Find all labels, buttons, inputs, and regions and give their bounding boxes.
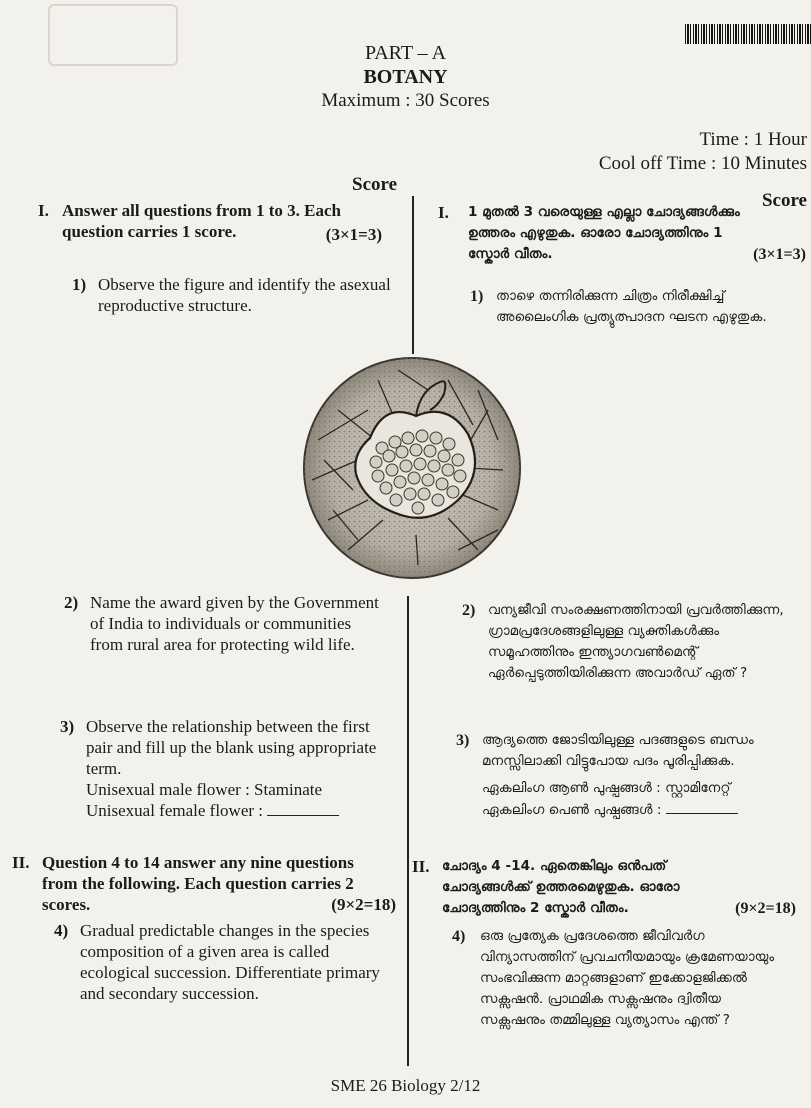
en-section-2 [12, 852, 396, 915]
ml-answer-blank [666, 799, 738, 814]
en-q1 [72, 274, 392, 316]
score-label-right: Score [761, 190, 807, 211]
page-footer: SME 26 Biology 2/12 [330, 1076, 481, 1095]
ml-section-1-text: 1 മുതൽ 3 വരെയുള്ള എല്ലാ ചോദ്യങ്ങൾക്കും ഉത്തരം എഴുതുക. ഓരോ ചോദ്യത്തിനും 1 സ്കോർ വീതം. [468, 204, 740, 262]
ml-q3-pair2: ഏകലിംഗ പെൺ പുഷ്പങ്ങൾ : [482, 802, 662, 818]
ml-section-2-text: ചോദ്യം 4 -14. ഏതെങ്കിലും ഒൻപത് ചോദ്യങ്ങൾക്ക് ഉത്തരമെഴുതുക. ഓരോ ചോദ്യത്തിനും 2 സ്കോർ വീതം. [442, 858, 680, 916]
en-q3-pair2-row [86, 800, 380, 821]
time-total: Time : 1 Hour [699, 129, 807, 150]
ml-q1-text: താഴെ തന്നിരിക്കുന്ന ചിത്രം നിരീക്ഷിച്ച് അലൈംഗിക പ്രത്യുത്പാദന ഘടന എഴുതുക. [496, 288, 767, 325]
ml-q4 [452, 926, 788, 1031]
en-section-1-text: Answer all questions from 1 to 3. Each question carries 1 score. [62, 201, 341, 241]
ml-section-1-marks: (3×1=3) [753, 246, 806, 263]
en-q3-num: 3) [60, 717, 75, 736]
en-q2-num: 2) [64, 593, 79, 612]
ml-section-1-roman: I. [438, 203, 449, 222]
ml-q3-num: 3) [456, 732, 470, 749]
en-q3 [60, 716, 380, 821]
ml-section-2-roman: II. [412, 857, 430, 876]
en-q3-pair2: Unisexual female flower : [86, 801, 264, 820]
time-block [599, 128, 807, 176]
max-scores: Maximum : 30 Scores [321, 90, 490, 111]
en-q2 [64, 592, 384, 655]
en-q1-num: 1) [72, 275, 87, 294]
ml-q2 [462, 600, 792, 684]
en-q3-pair1: Unisexual male flower : Staminate [86, 780, 323, 799]
ml-section-1 [438, 202, 808, 265]
en-section-2-roman: II. [12, 853, 30, 872]
ml-q3-pair1: ഏകലിംഗ ആൺ പുഷ്പങ്ങൾ : സ്റ്റാമിനേറ്റ് [482, 780, 731, 796]
score-label-left: Score [352, 174, 398, 195]
en-section-1-marks: (3×1=3) [325, 225, 382, 244]
ml-q4-num: 4) [452, 928, 466, 945]
ml-q3-pair2-row [482, 799, 796, 821]
ml-q2-text: വന്യജീവി സംരക്ഷണത്തിനായി പ്രവർത്തിക്കുന്ന, ഗ്രാമപ്രദേശങ്ങളിലുള്ള വ്യക്തികൾക്കും സമൂഹത്തിനും ഇന്ത്യാഗവൺമെന്റ് ഏർപ്പെടുത്തിയിരിക്കുന്ന അവാർഡ് ഏത് ? [488, 602, 784, 681]
ml-q4-text: ഒരു പ്രത്യേക പ്രദേശത്തെ ജീവിവർഗ വിന്യാസത്തിന് പ്രവചനീയമായും ക്രമേണയായും സംഭവിക്കുന്ന മാറ്റങ്ങളാണ് ഇക്കോളജിക്കൽ സക്സഷൻ. പ്രാഥമിക സക്സഷനും ദ്വിതീയ സക്സഷനും തമ്മിലുള്ള വ്യത്യാസം എന്ത് ? [480, 928, 775, 1028]
en-q4-text: Gradual predictable changes in the species composition of a given area is called ecological succession. Differentiate primary and secondary succession. [80, 921, 380, 1003]
part-heading: PART – A [364, 42, 447, 64]
en-q2-text: Name the award given by the Government of India to individuals or communities from rural area for protecting wild life. [90, 593, 379, 654]
subject-heading: BOTANY [363, 66, 448, 88]
ml-q1 [470, 286, 806, 328]
ml-q3-text: ആദ്യത്തെ ജോടിയിലുള്ള പദങ്ങളുടെ ബന്ധം മനസ്സിലാക്കി വിട്ടുപോയ പദം പൂരിപ്പിക്കുക. [482, 732, 754, 769]
en-q1-text: Observe the figure and identify the asexual reproductive structure. [98, 275, 391, 315]
gemma-cup-figure [298, 350, 526, 582]
en-q4 [54, 920, 380, 1004]
ml-q1-num: 1) [470, 288, 484, 305]
en-q4-num: 4) [54, 921, 69, 940]
ml-section-2-marks: (9×2=18) [735, 900, 796, 917]
answer-blank [267, 801, 339, 816]
en-section-1-roman: I. [38, 201, 49, 220]
ml-section-2 [412, 856, 796, 919]
column-divider-bottom [407, 596, 409, 1066]
en-section-2-marks: (9×2=18) [331, 895, 396, 914]
barcode [685, 24, 811, 44]
column-divider-top [412, 196, 414, 354]
ml-q3 [456, 730, 796, 821]
en-q3-text: Observe the relationship between the first pair and fill up the blank using appropriate term. [86, 717, 377, 778]
en-section-1 [38, 200, 390, 242]
ml-q2-num: 2) [462, 602, 476, 619]
en-section-2-text: Question 4 to 14 answer any nine questions from the following. Each question carries 2 scores. [42, 853, 354, 914]
time-cool-off: Cool off Time : 10 Minutes [598, 153, 807, 174]
